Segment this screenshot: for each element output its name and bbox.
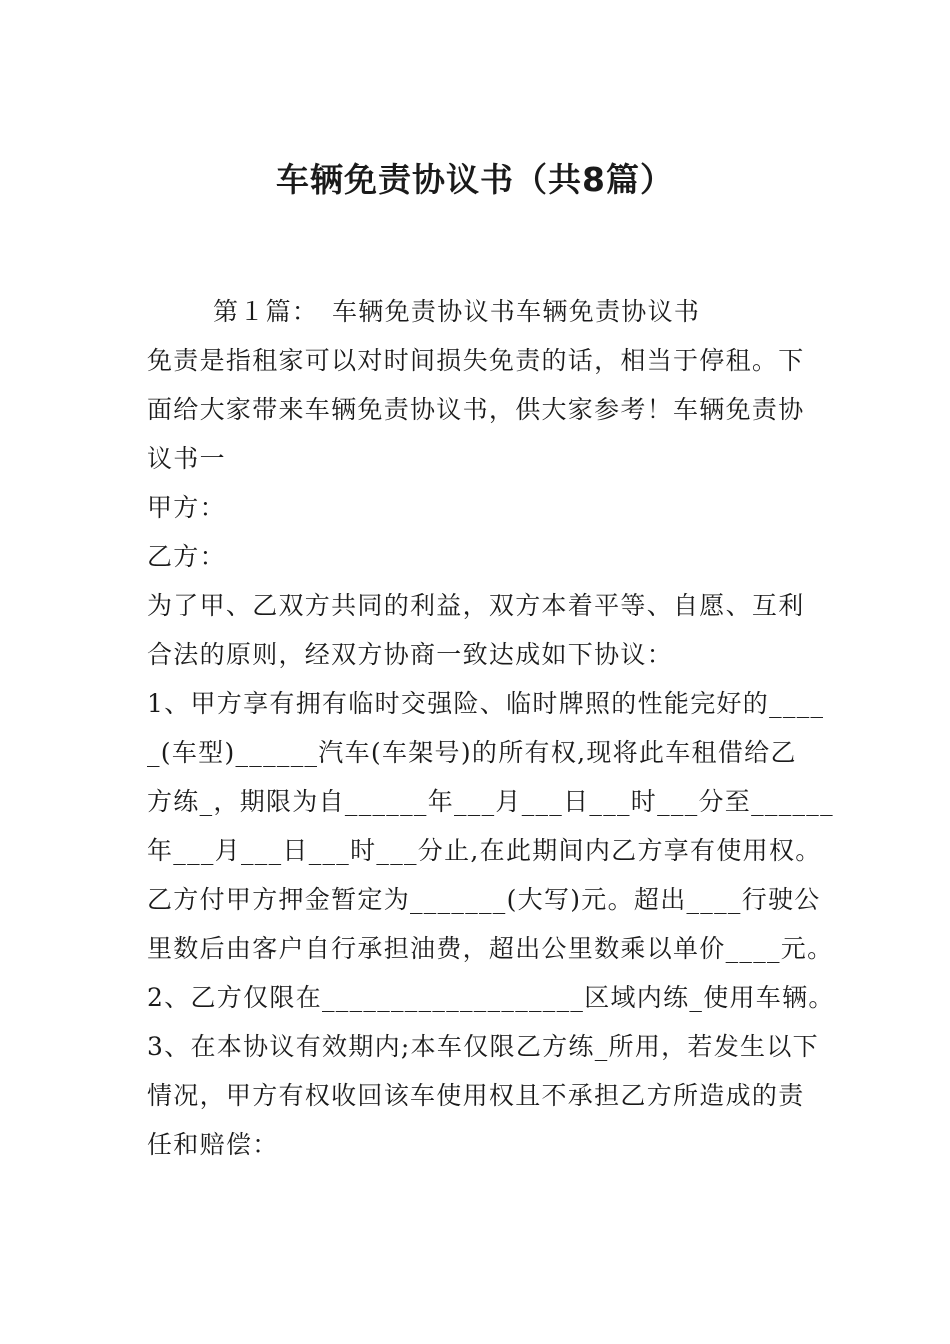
clause-line: 2、乙方仅限在___________________区域内练_使用车辆。 bbox=[147, 983, 835, 1012]
clause-line: 乙方付甲方押金暂定为_______(大写)元。超出____行驶公 bbox=[147, 885, 821, 914]
clause-line: 方练_，期限为自______年___月___日___时___分至______ bbox=[147, 787, 834, 816]
clause-line: 1、甲方享有拥有临时交强险、临时牌照的性能完好的____ bbox=[147, 689, 825, 718]
paragraph-line: 合法的原则，经双方协商一致达成如下协议： bbox=[147, 640, 674, 669]
clause-line: 里数后由客户自行承担油费，超出公里数乘以单价____元。 bbox=[147, 934, 834, 963]
clause-line: 情况，甲方有权收回该车使用权且不承担乙方所造成的责 bbox=[147, 1081, 805, 1110]
paragraph-line: 免责是指租家可以对时间损失免责的话，相当于停租。下 bbox=[147, 346, 805, 375]
paragraph-line: 面给大家带来车辆免责协议书，供大家参考！车辆免责协 bbox=[147, 395, 805, 424]
party-b-line: 乙方： bbox=[147, 542, 226, 571]
clause-line: _(车型)______汽车(车架号)的所有权,现将此车租借给乙 bbox=[147, 738, 797, 767]
chapter-heading: 第１篇： 车辆免责协议书车辆免责协议书 bbox=[213, 297, 701, 326]
clause-line: 任和赔偿： bbox=[147, 1130, 279, 1159]
paragraph-line: 议书一 bbox=[147, 444, 226, 473]
clause-line: 年___月___日___时___分止,在此期间内乙方享有使用权。 bbox=[147, 836, 822, 865]
party-a-line: 甲方： bbox=[147, 493, 226, 522]
paragraph-line: 为了甲、乙双方共同的利益，双方本着平等、自愿、互利 bbox=[147, 591, 805, 620]
document-body bbox=[147, 287, 835, 1169]
clause-line: 3、在本协议有效期内;本车仅限乙方练_所用，若发生以下 bbox=[147, 1032, 819, 1061]
document-title: 车辆免责协议书（共8篇） bbox=[276, 160, 674, 199]
